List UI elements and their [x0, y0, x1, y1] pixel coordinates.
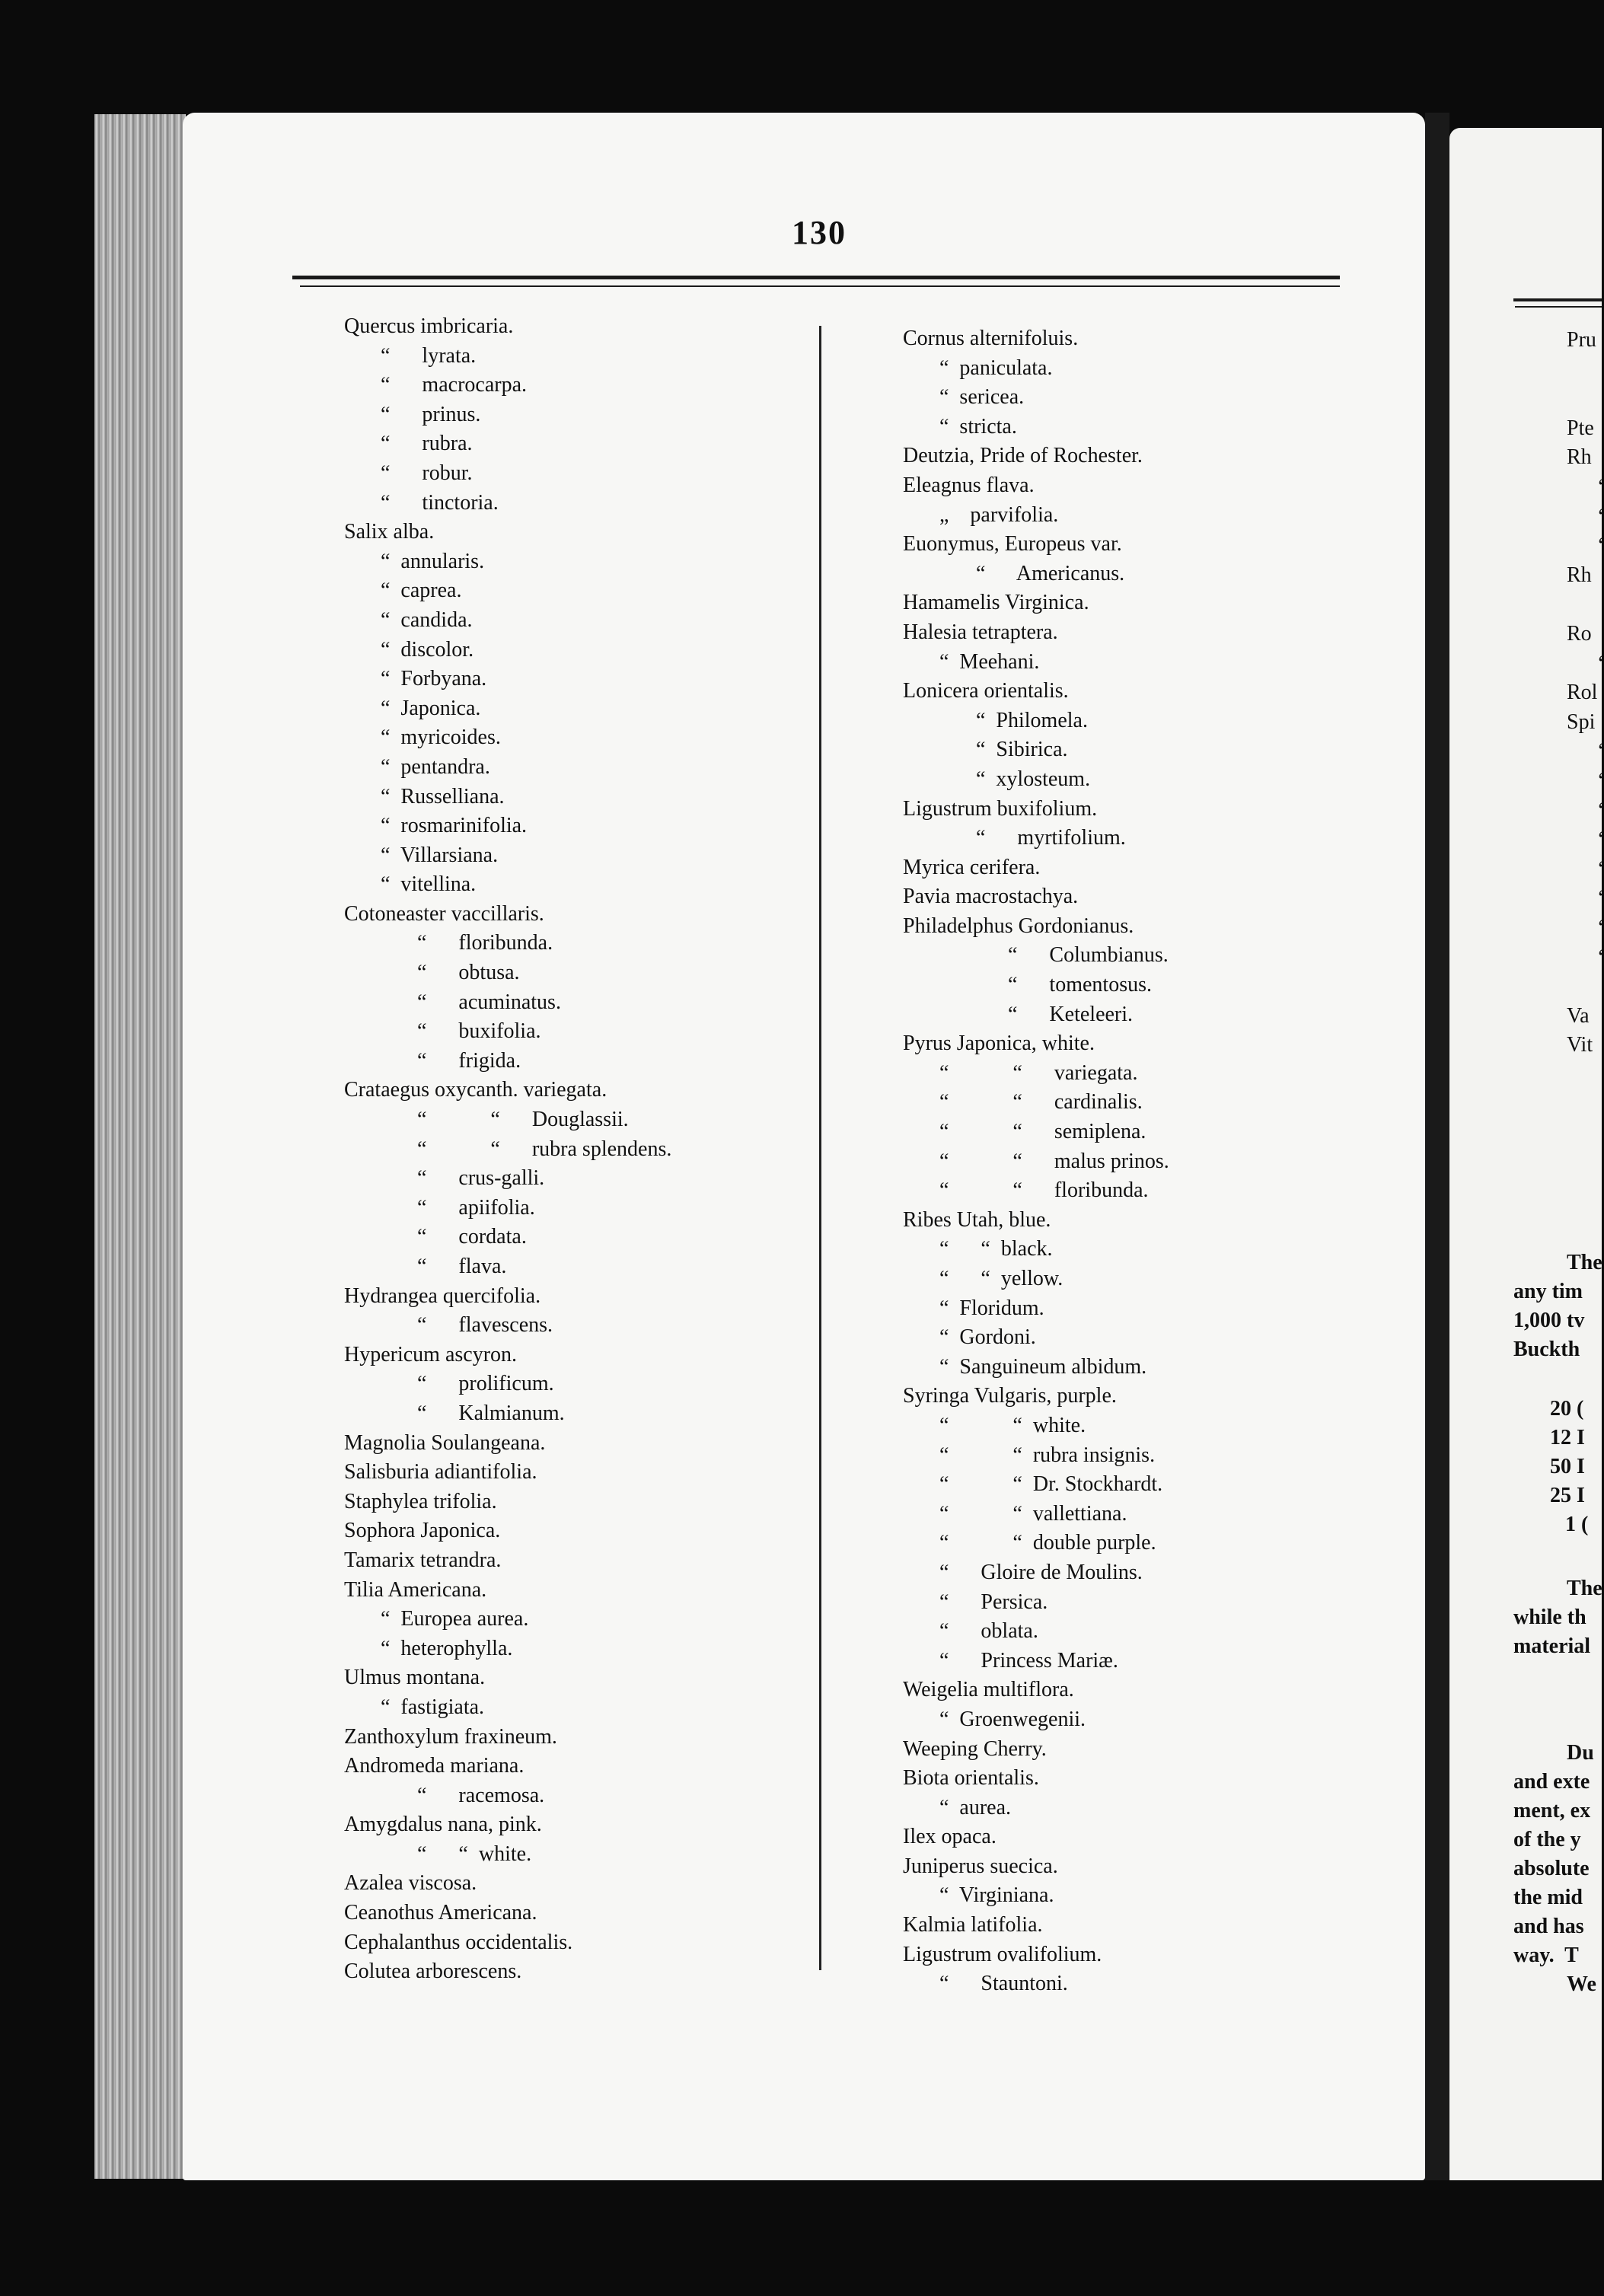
facing-fragment: Spi [1567, 710, 1596, 734]
list-item: “ Russelliana. [381, 784, 505, 808]
page-edges [94, 114, 186, 2179]
list-item: Salix alba. [344, 520, 435, 544]
list-item: “ rubra. [381, 432, 473, 456]
facing-prose-line: We [1567, 1972, 1596, 1996]
list-item: “ prolificum. [417, 1372, 554, 1396]
left-plant-list [344, 312, 671, 1987]
list-item: “ cordata. [417, 1225, 527, 1249]
facing-fragment: Rh [1567, 563, 1592, 587]
facing-prose-line: absolute [1513, 1857, 1590, 1880]
list-item: “ “ floribunda. [939, 1178, 1149, 1203]
facing-fragment: Pte [1567, 416, 1594, 440]
facing-prose-line: 1,000 tv [1513, 1309, 1585, 1332]
facing-fragment: ‘ [1597, 856, 1604, 881]
list-item: Biota orientalis. [903, 1766, 1039, 1791]
facing-fragment: ‘ [1597, 769, 1604, 792]
list-item: “ Gordoni. [939, 1325, 1036, 1350]
list-item: “ Villarsiana. [381, 843, 499, 867]
list-item: Weeping Cherry. [903, 1736, 1047, 1761]
list-item: Ribes Utah, blue. [903, 1207, 1051, 1232]
list-item: “ paniculata. [939, 356, 1053, 380]
header-rule-thin [300, 285, 1340, 287]
list-item: “ “ white. [417, 1842, 532, 1866]
list-item: Cornus alternifoluis. [903, 327, 1079, 350]
list-item: “ candida. [381, 607, 473, 632]
facing-fragment: ‘ [1597, 504, 1604, 528]
list-item: “ Europea aurea. [381, 1607, 529, 1631]
facing-fragment: ‘ [1597, 886, 1604, 910]
list-item: “ Sibirica. [976, 738, 1068, 762]
list-item: Hydrangea quercifolia. [344, 1284, 541, 1308]
list-item: „ parvifolia. [939, 502, 1059, 527]
list-item: Crataegus oxycanth. variegata. [344, 1078, 607, 1102]
list-item: “ floribunda. [417, 931, 553, 955]
list-item: Juniperus suecica. [903, 1854, 1058, 1878]
list-item: “ Stauntoni. [939, 1972, 1068, 1996]
facing-prose-line: 50 I [1550, 1455, 1585, 1478]
list-item: Hamamelis Virginica. [903, 591, 1089, 615]
list-item: Salisburia adiantifolia. [344, 1460, 537, 1484]
facing-prose-line: Buckth [1513, 1338, 1580, 1361]
list-item: “ Keteleeri. [1008, 1002, 1134, 1026]
list-item: Ilex opaca. [903, 1825, 997, 1849]
facing-prose-line: material [1513, 1634, 1591, 1658]
list-item: “ annularis. [381, 549, 485, 573]
list-item: “ Persica. [939, 1590, 1048, 1614]
facing-prose-line: 25 I [1550, 1484, 1585, 1507]
list-item: “ “ cardinalis. [939, 1090, 1143, 1115]
list-item: Tilia Americana. [344, 1577, 487, 1602]
facing-fragment: Ro [1567, 622, 1592, 646]
list-item: Tamarix tetrandra. [344, 1548, 502, 1572]
list-item: “ Americanus. [976, 561, 1125, 585]
list-item: “ “ variegata. [939, 1060, 1138, 1085]
list-item: Lonicera orientalis. [903, 679, 1069, 703]
list-item: “ “ yellow. [939, 1267, 1063, 1290]
list-item: Ligustrum buxifolium. [903, 796, 1098, 821]
facing-header-rule [1513, 298, 1602, 301]
list-item: “ prinus. [381, 402, 481, 426]
facing-prose-line: while th [1513, 1606, 1586, 1629]
facing-fragment: Va [1567, 1003, 1590, 1028]
facing-fragment: ‘ [1597, 651, 1604, 675]
list-item: Zanthoxylum fraxineum. [344, 1724, 557, 1749]
list-item: “ Meehani. [939, 649, 1040, 674]
facing-fragment: Rol [1567, 681, 1598, 705]
list-item: Staphylea trifolia. [344, 1489, 497, 1513]
facing-prose-line: 1 ( [1565, 1513, 1589, 1536]
facing-fragment: Rh [1567, 445, 1592, 470]
list-item: Deutzia, Pride of Rochester. [903, 444, 1143, 468]
facing-prose-line: the mid [1513, 1886, 1583, 1909]
facing-fragment: ‘ [1597, 828, 1604, 852]
list-item: Cotoneaster vaccillaris. [344, 901, 544, 926]
list-item: “ “ rubra insignis. [939, 1443, 1156, 1467]
list-item: Hypericum ascyron. [344, 1342, 518, 1366]
facing-fragment: Vit [1567, 1033, 1593, 1057]
facing-fragment: Pru [1567, 328, 1596, 352]
list-item: “ xylosteum. [976, 767, 1091, 791]
facing-prose-line: 12 I [1550, 1426, 1585, 1449]
list-item: Philadelphus Gordonianus. [903, 914, 1134, 938]
list-item: Syringa Vulgaris, purple. [903, 1384, 1117, 1408]
list-item: “ “ rubra splendens. [417, 1137, 672, 1161]
list-item: Azalea viscosa. [344, 1871, 477, 1896]
list-item: Pyrus Japonica, white. [903, 1032, 1095, 1056]
list-item: “ fastigiata. [381, 1695, 485, 1719]
list-item: “ Virginiana. [939, 1883, 1054, 1908]
list-item: “ Japonica. [381, 696, 481, 720]
list-item: “ Gloire de Moulins. [939, 1560, 1143, 1584]
list-item: “ “ semiplena. [939, 1120, 1146, 1144]
list-item: “ frigida. [417, 1048, 521, 1073]
list-item: Andromeda mariana. [344, 1754, 525, 1778]
list-item: Quercus imbricaria. [344, 314, 514, 338]
list-item: “ obtusa. [417, 961, 520, 985]
facing-fragment: ‘ [1597, 945, 1604, 969]
list-item: “ oblata. [939, 1619, 1038, 1644]
list-item: “ macrocarpa. [381, 373, 527, 397]
list-item: “ “ vallettiana. [939, 1501, 1127, 1526]
list-item: “ flava. [417, 1255, 507, 1278]
list-item: “ rosmarinifolia. [381, 814, 528, 838]
list-item: “ Forbyana. [381, 667, 487, 691]
list-item: “ pentandra. [381, 754, 490, 779]
facing-prose-line: any tim [1513, 1280, 1583, 1303]
facing-fragment: ‘ [1597, 916, 1604, 939]
list-item: “ “ white. [939, 1413, 1086, 1437]
facing-prose-line: way. T [1513, 1944, 1579, 1967]
list-item: “ Kalmianum. [417, 1401, 565, 1425]
list-item: “ “ Dr. Stockhardt. [939, 1472, 1163, 1497]
list-item: Sophora Japonica. [344, 1519, 501, 1543]
list-item: Magnolia Soulangeana. [344, 1430, 546, 1455]
facing-prose-line: and exte [1513, 1770, 1590, 1794]
list-item: “ Philomela. [976, 708, 1088, 732]
list-item: “ myrtifolium. [976, 826, 1126, 850]
facing-prose-line: The [1567, 1251, 1602, 1274]
list-item: Ceanothus Americana. [344, 1901, 537, 1925]
list-item: “ “ double purple. [939, 1531, 1156, 1555]
middle-plant-list [903, 324, 1169, 1999]
list-item: “ stricta. [939, 414, 1017, 438]
list-item: “ Floridum. [939, 1296, 1044, 1320]
list-item: Colutea arborescens. [344, 1960, 522, 1984]
list-item: “ robur. [381, 461, 473, 485]
list-item: “ acuminatus. [417, 990, 561, 1014]
list-item: Euonymus, Europeus var. [903, 532, 1122, 556]
list-item: “ heterophylla. [381, 1636, 513, 1660]
list-item: “ “ malus prinos. [939, 1149, 1169, 1173]
list-item: “ racemosa. [417, 1783, 545, 1807]
list-item: Myrica cerifera. [903, 855, 1041, 879]
list-item: “ caprea. [381, 579, 462, 603]
facing-prose-line: The [1567, 1577, 1602, 1600]
list-item: “ Princess Mariæ. [939, 1648, 1118, 1673]
list-item: “ Groenwegenii. [939, 1707, 1086, 1731]
facing-prose-line: Du [1567, 1741, 1594, 1765]
page-number: 130 [792, 214, 847, 251]
list-item: “ discolor. [381, 637, 474, 662]
facing-header-rule-thin [1515, 306, 1602, 308]
facing-prose-line: of the y [1513, 1828, 1581, 1851]
facing-fragment: ‘ [1597, 798, 1604, 822]
list-item: “ tomentosus. [1008, 973, 1152, 997]
list-item: “ aurea. [939, 1795, 1012, 1819]
list-item: “ flavescens. [417, 1313, 553, 1338]
list-item: Ulmus montana. [344, 1666, 486, 1690]
facing-fragment: ‘ [1597, 475, 1604, 499]
list-item: Kalmia latifolia. [903, 1913, 1043, 1937]
list-item: Pavia macrostachya. [903, 885, 1079, 909]
list-item: “ “ black. [939, 1237, 1053, 1261]
list-item: “ “ Douglassii. [417, 1108, 629, 1132]
facing-prose-line: ment, ex [1513, 1799, 1591, 1822]
facing-fragment: ‘ [1597, 739, 1604, 764]
list-item: Cephalanthus occidentalis. [344, 1930, 573, 1954]
list-item: Weigelia multiflora. [903, 1678, 1074, 1702]
header-rule [292, 276, 1340, 279]
list-item: “ buxifolia. [417, 1019, 541, 1044]
list-item: Ligustrum ovalifolium. [903, 1942, 1102, 1966]
list-item: “ crus-galli. [417, 1166, 545, 1191]
list-item: “ Sanguineum albidum. [939, 1354, 1147, 1379]
facing-prose-line: 20 ( [1550, 1397, 1584, 1421]
list-item: “ tinctoria. [381, 490, 499, 515]
list-item: “ vitellina. [381, 872, 477, 897]
list-item: “ lyrata. [381, 343, 477, 368]
book-spine [1425, 113, 1449, 2180]
column-divider [819, 326, 821, 1970]
list-item: Halesia tetraptera. [903, 620, 1058, 644]
list-item: Amygdalus nana, pink. [344, 1813, 542, 1837]
facing-fragment: ‘ [1597, 534, 1604, 558]
list-item: Eleagnus flava. [903, 473, 1035, 497]
list-item: “ Columbianus. [1008, 943, 1169, 968]
facing-prose-line: and has [1513, 1915, 1584, 1938]
list-item: “ myricoides. [381, 725, 501, 750]
list-item: “ apiifolia. [417, 1195, 535, 1220]
list-item: “ sericea. [939, 385, 1025, 410]
